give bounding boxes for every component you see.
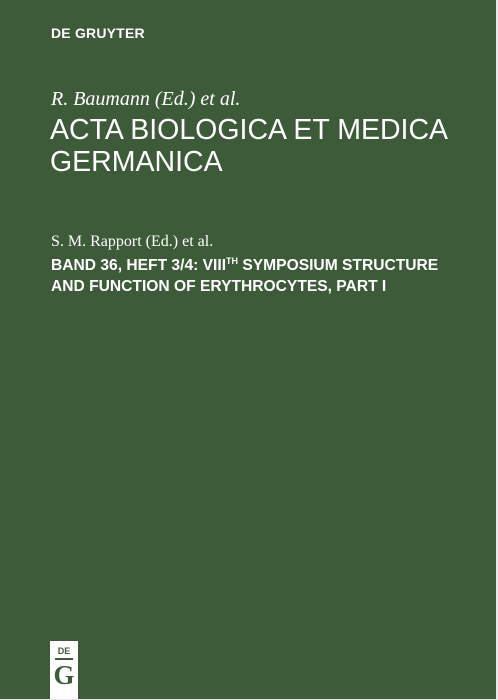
logo-g-letter: G bbox=[53, 660, 75, 690]
volume-title bbox=[51, 255, 471, 297]
series-title: ACTA BIOLOGICA ET MEDICA GERMANICA bbox=[50, 114, 447, 178]
de-gruyter-logo bbox=[50, 641, 78, 699]
series-editor: R. Baumann (Ed.) et al. bbox=[51, 88, 241, 110]
volume-title-superscript: TH bbox=[226, 256, 239, 266]
volume-title-prefix: BAND 36, HEFT 3/4: VIII bbox=[51, 257, 227, 274]
logo-de-text: DE bbox=[57, 646, 71, 656]
volume-title-rest: SYMPOSIUM STRUCTURE AND FUNCTION OF ERYTHROCYTES, PART I bbox=[51, 257, 439, 295]
volume-editor: S. M. Rapport (Ed.) et al. bbox=[51, 233, 214, 250]
publisher-name: DE GRUYTER bbox=[51, 25, 145, 41]
